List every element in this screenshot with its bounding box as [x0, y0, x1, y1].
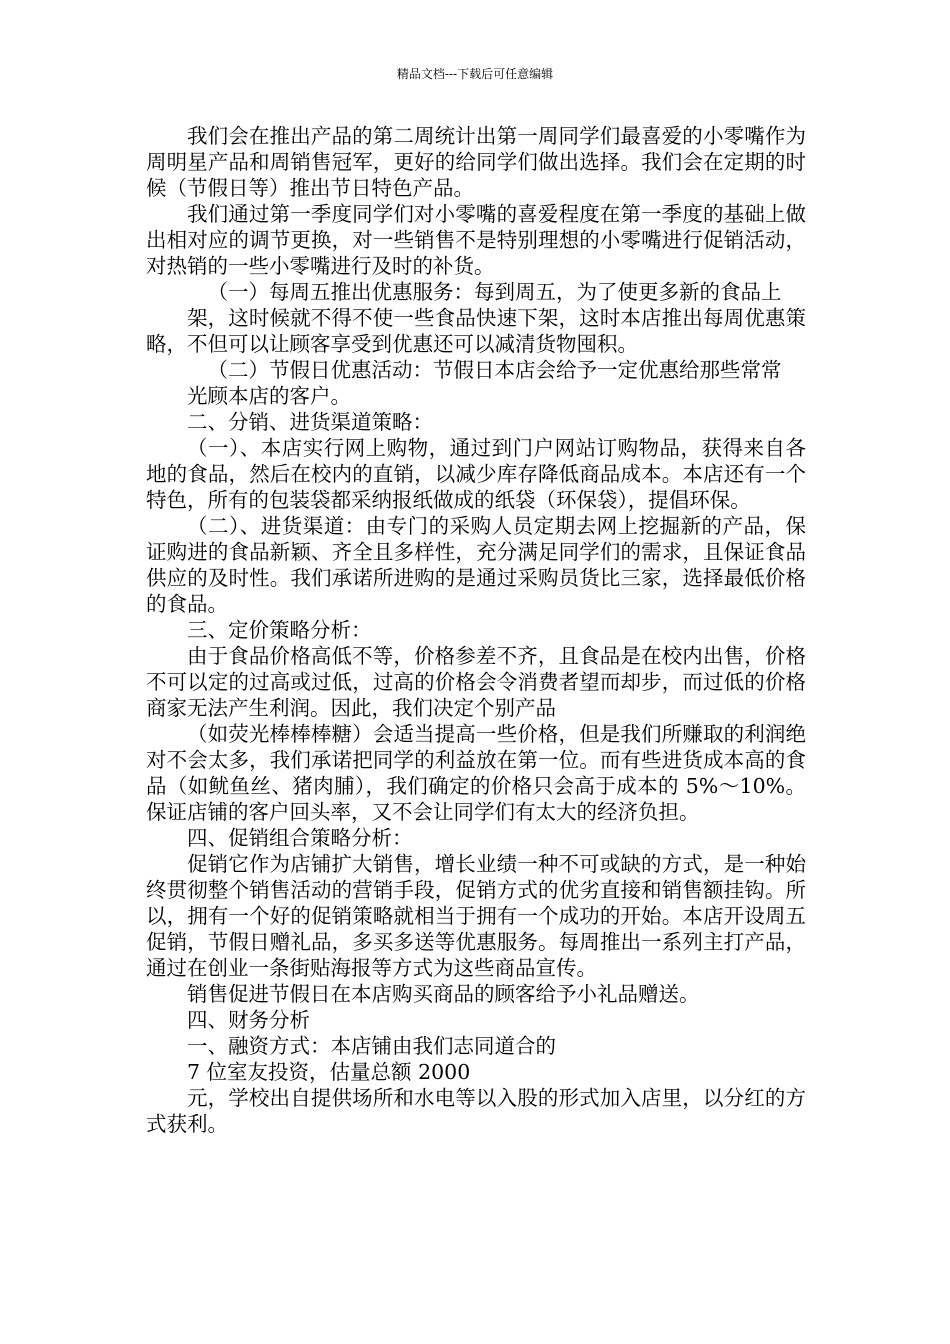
paragraph: （一）、本店实行网上购物，通过到门户网站订购物品，获得来自各地的食品，然后在校内的直销，以减少库存降低商品成本。本店还有一个特色，所有的包装袋都采纳报纸做成的纸袋（环保袋），提倡环保。	[146, 436, 806, 512]
document-body	[146, 123, 806, 1137]
section-heading: 四、财务分析	[187, 1008, 310, 1032]
paragraph: 7 位室友投资，估量总额 2000	[187, 1060, 471, 1084]
paragraph: 光顾本店的客户。	[187, 384, 351, 408]
paragraph: 由于食品价格高低不等，价格参差不齐，且食品是在校内出售，价格不可以定的过高或过低，过高的价格会令消费者望而却步，而过低的价格商家无法产生利润。因此，我们决定个别产品	[146, 644, 806, 720]
paragraph: （二）节假日优惠活动：节假日本店会给予一定优惠给那些常常	[207, 358, 782, 382]
paragraph: 元，学校出自提供场所和水电等以入股的形式加入店里，以分红的方式获利。	[146, 1086, 806, 1136]
paragraph: 一、融资方式：本店铺由我们志同道合的	[187, 1034, 556, 1058]
paragraph: （一）每周五推出优惠服务：每到周五，为了使更多新的食品上	[207, 280, 782, 304]
section-heading: 四、促销组合策略分析：	[187, 826, 413, 850]
paragraph: 架，这时候就不得不使一些食品快速下架，这时本店推出每周优惠策略，不但可以让顾客享受到优惠还可以减清货物囤积。	[146, 306, 806, 356]
paragraph: 销售促进节假日在本店购买商品的顾客给予小礼品赠送。	[187, 982, 700, 1006]
paragraph: 我们通过第一季度同学们对小零嘴的喜爱程度在第一季度的基础上做出相对应的调节更换，对一些销售不是特别理想的小零嘴进行促销活动，对热销的一些小零嘴进行及时的补货。	[146, 202, 806, 278]
section-heading: 三、定价策略分析：	[187, 618, 372, 642]
paragraph: （如荧光棒棒棒糖）会适当提高一些价格，但是我们所赚取的利润绝对不会太多，我们承诺把同学的利益放在第一位。而有些进货成本高的食品（如鱿鱼丝、猪肉脯），我们确定的价格只会高于成本的 5%～10%。保证店铺的客户回头率，又不会让同学们有太大的经济负担。	[146, 722, 806, 824]
section-heading: 二、分销、进货渠道策略：	[187, 410, 433, 434]
page-header: 精品文档---下载后可任意编辑	[396, 67, 554, 81]
paragraph: 我们会在推出产品的第二周统计出第一周同学们最喜爱的小零嘴作为周明星产品和周销售冠军，更好的给同学们做出选择。我们会在定期的时候（节假日等）推出节日特色产品。	[146, 124, 806, 200]
paragraph: 促销它作为店铺扩大销售，增长业绩一种不可或缺的方式，是一种始终贯彻整个销售活动的营销手段，促销方式的优劣直接和销售额挂钩。所以，拥有一个好的促销策略就相当于拥有一个成功的开始。本店开设周五促销，节假日赠礼品，多买多送等优惠服务。每周推出一系列主打产品，通过在创业一条街贴海报等方式为这些商品宣传。	[146, 852, 806, 980]
paragraph: （二）、进货渠道：由专门的采购人员定期去网上挖掘新的产品，保证购进的食品新颖、齐全且多样性，充分满足同学们的需求，且保证食品供应的及时性。我们承诺所进购的是通过采购员货比三家，选择最低价格的食品。	[146, 514, 806, 616]
